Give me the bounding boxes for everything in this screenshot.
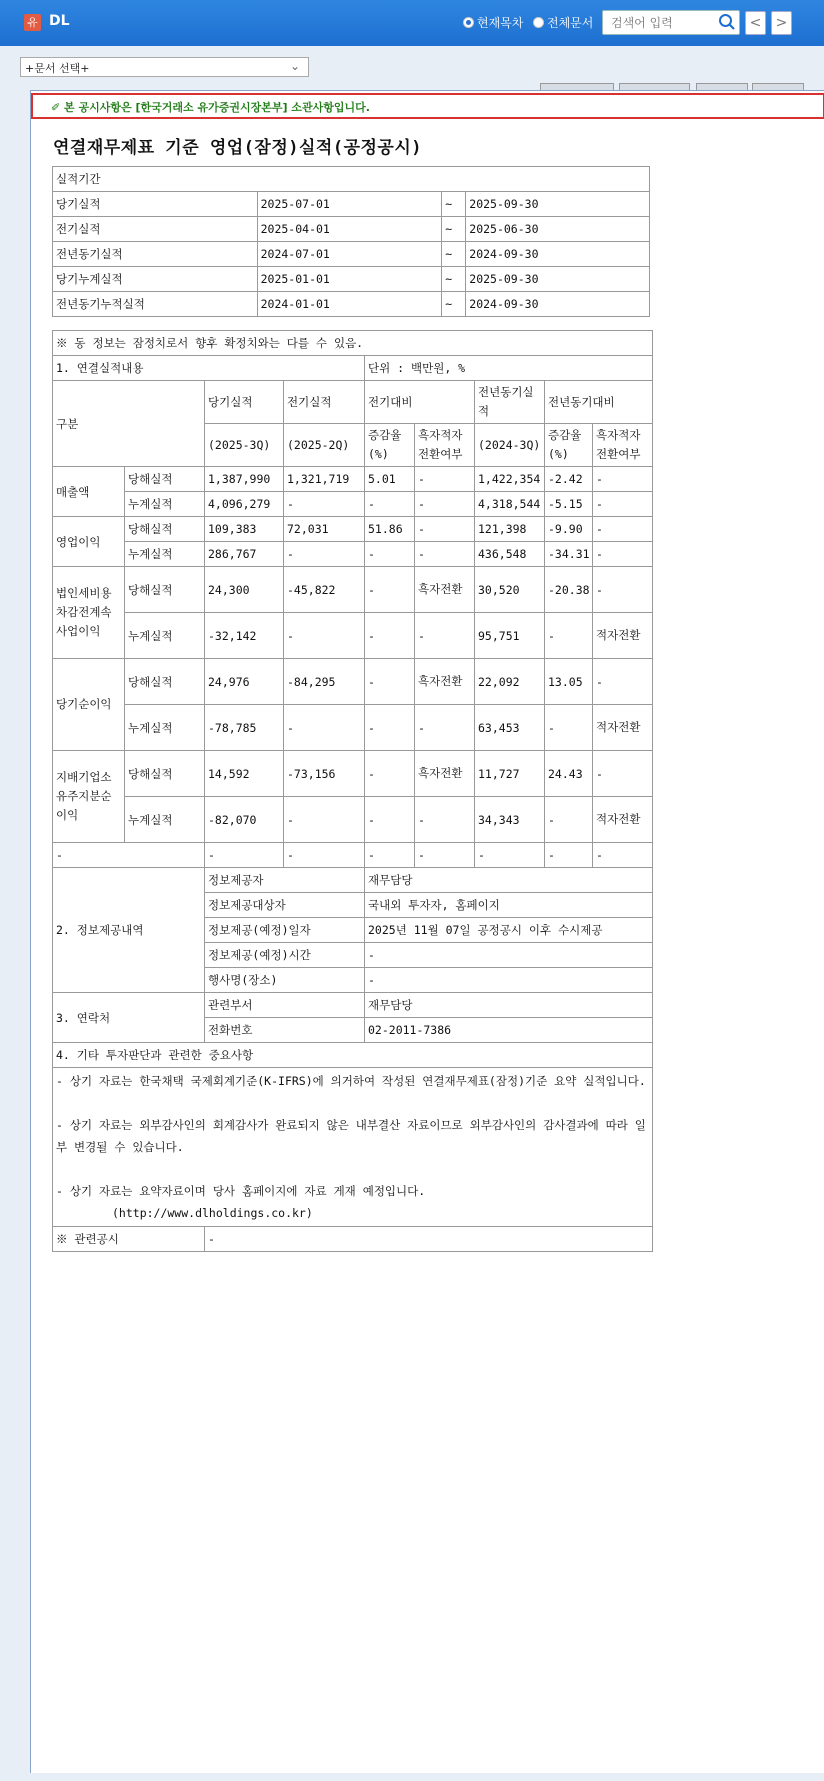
radio-unselected-icon[interactable] bbox=[533, 17, 544, 28]
table-row: 누계실적 -78,785 - - - 63,453 - 적자전환 bbox=[53, 705, 653, 751]
table-row: 누계실적 286,767 - - - 436,548 -34.31 - bbox=[53, 542, 653, 567]
table-row: 정보제공(예정)일자 2025년 11월 07일 공정공시 이후 수시제공 bbox=[53, 918, 653, 943]
related-disclosure-value: - bbox=[205, 1227, 653, 1252]
table-row: 당기실적 2025-07-01 ~ 2025-09-30 bbox=[53, 192, 650, 217]
period-header: 실적기간 bbox=[53, 167, 650, 192]
header-previous-period: (2025-2Q) bbox=[284, 424, 365, 467]
document-select-value: +문서 선택+ bbox=[25, 62, 90, 75]
header-gubun: 구분 bbox=[53, 381, 205, 467]
table-row: 매출액 당해실적 1,387,990 1,321,719 5.01 - 1,422,354 -2.42 - bbox=[53, 467, 653, 492]
table-row: 누계실적 4,096,279 - - - 4,318,544 -5.15 - bbox=[53, 492, 653, 517]
section-3-title: 3. 연락처 bbox=[53, 993, 205, 1043]
next-button[interactable]: > bbox=[771, 11, 792, 35]
table-row: 전기실적 2025-04-01 ~ 2025-06-30 bbox=[53, 217, 650, 242]
table-row: 전년동기누적실적 2024-01-01 ~ 2024-09-30 bbox=[53, 292, 650, 317]
group-label: 당기순이익 bbox=[53, 659, 125, 751]
header-change-rate-yoy: 증감율(%) bbox=[545, 424, 593, 467]
jurisdiction-notice: ✐ 본 공시사항은 [한국거래소 유가증권시장본부] 소관사항입니다. bbox=[31, 93, 824, 119]
header-change-rate: 증감율(%) bbox=[365, 424, 415, 467]
page-title: 연결재무제표 기준 영업(잠정)실적(공정공시) bbox=[53, 138, 423, 158]
radio-all-document[interactable] bbox=[533, 14, 593, 31]
group-label: 매출액 bbox=[53, 467, 125, 517]
results-table bbox=[52, 330, 653, 1252]
table-row: 행사명(장소) - bbox=[53, 968, 653, 993]
table-row: 전년동기실적 2024-07-01 ~ 2024-09-30 bbox=[53, 242, 650, 267]
group-label: 지배기업소유주지분순이익 bbox=[53, 751, 125, 843]
radio-current-label: 현재목차 bbox=[477, 16, 524, 30]
header-current: 당기실적 bbox=[205, 381, 284, 424]
table-row: 2. 정보제공내역 정보제공자 재무담당 bbox=[53, 868, 653, 893]
table-row: 3. 연락처 관련부서 재무담당 bbox=[53, 993, 653, 1018]
radio-current-section[interactable] bbox=[463, 14, 523, 31]
header-previous: 전기실적 bbox=[284, 381, 365, 424]
related-disclosure-label: ※ 관련공시 bbox=[53, 1227, 205, 1252]
table-row: 누계실적 -82,070 - - - 34,343 - 적자전환 bbox=[53, 797, 653, 843]
section-4-title: 4. 기타 투자판단과 관련한 중요사항 bbox=[53, 1043, 653, 1068]
group-label: 영업이익 bbox=[53, 517, 125, 567]
header-vs-yoy: 전년동기대비 bbox=[545, 381, 653, 424]
note-paragraph-3: - 상기 자료는 요약자료이며 당사 홈페이지에 자료 게재 예정입니다. bbox=[56, 1184, 426, 1198]
unit-label: 단위 : 백만원, % bbox=[365, 356, 653, 381]
search-icon[interactable] bbox=[718, 13, 736, 31]
table-row: 법인세비용차감전계속사업이익 당해실적 24,300 -45,822 - 흑자전환 30,520 -20.38 - bbox=[53, 567, 653, 613]
section-4-body bbox=[53, 1068, 653, 1227]
table-row: - - - - - - - - bbox=[53, 843, 653, 868]
company-name: DL bbox=[49, 13, 70, 29]
top-bar bbox=[0, 0, 824, 46]
document-select[interactable] bbox=[20, 57, 309, 77]
header-vs-previous: 전기대비 bbox=[365, 381, 475, 424]
section-1-title: 1. 연결실적내용 bbox=[53, 356, 365, 381]
header-turnaround: 흑자적자전환여부 bbox=[415, 424, 475, 467]
group-label: 법인세비용차감전계속사업이익 bbox=[53, 567, 125, 659]
table-row: 당기누계실적 2025-01-01 ~ 2025-09-30 bbox=[53, 267, 650, 292]
radio-selected-icon[interactable] bbox=[463, 17, 474, 28]
period-table bbox=[52, 166, 650, 317]
note-paragraph-2: - 상기 자료는 외부감사인의 회계감사가 완료되지 않은 내부결산 자료이므로 외부감사인의 감사결과에 따라 일부 변경될 수 있습니다. bbox=[56, 1118, 646, 1154]
table-row: 영업이익 당해실적 109,383 72,031 51.86 - 121,398 -9.90 - bbox=[53, 517, 653, 542]
header-yoy: 전년동기실적 bbox=[475, 381, 545, 424]
table-row: 정보제공대상자 국내외 투자자, 홈페이지 bbox=[53, 893, 653, 918]
table-row: 지배기업소유주지분순이익 당해실적 14,592 -73,156 - 흑자전환 11,727 24.43 - bbox=[53, 751, 653, 797]
table-row: 정보제공(예정)시간 - bbox=[53, 943, 653, 968]
radio-all-label: 전체문서 bbox=[547, 16, 594, 30]
section-2-title: 2. 정보제공내역 bbox=[53, 868, 205, 993]
note-paragraph-1: - 상기 자료는 한국채택 국제회계기준(K-IFRS)에 의거하여 작성된 연결재무제표(잠정)기준 요약 실적입니다. bbox=[56, 1074, 646, 1088]
table-row: 누계실적 -32,142 - - - 95,751 - 적자전환 bbox=[53, 613, 653, 659]
header-current-period: (2025-3Q) bbox=[205, 424, 284, 467]
chevron-down-icon: ⌄ bbox=[289, 59, 300, 73]
company-logo-icon: 유 bbox=[24, 14, 41, 31]
header-yoy-period: (2024-3Q) bbox=[475, 424, 545, 467]
homepage-url: (http://www.dlholdings.co.kr) bbox=[112, 1206, 313, 1220]
table-row: 전화번호 02-2011-7386 bbox=[53, 1018, 653, 1043]
provisional-note: ※ 동 정보는 잠정치로서 향후 확정치와는 다를 수 있음. bbox=[53, 331, 653, 356]
table-row: 당기순이익 당해실적 24,976 -84,295 - 흑자전환 22,092 13.05 - bbox=[53, 659, 653, 705]
prev-button[interactable]: < bbox=[745, 11, 766, 35]
document-panel bbox=[30, 90, 824, 1773]
header-turnaround-yoy: 흑자적자전환여부 bbox=[593, 424, 653, 467]
